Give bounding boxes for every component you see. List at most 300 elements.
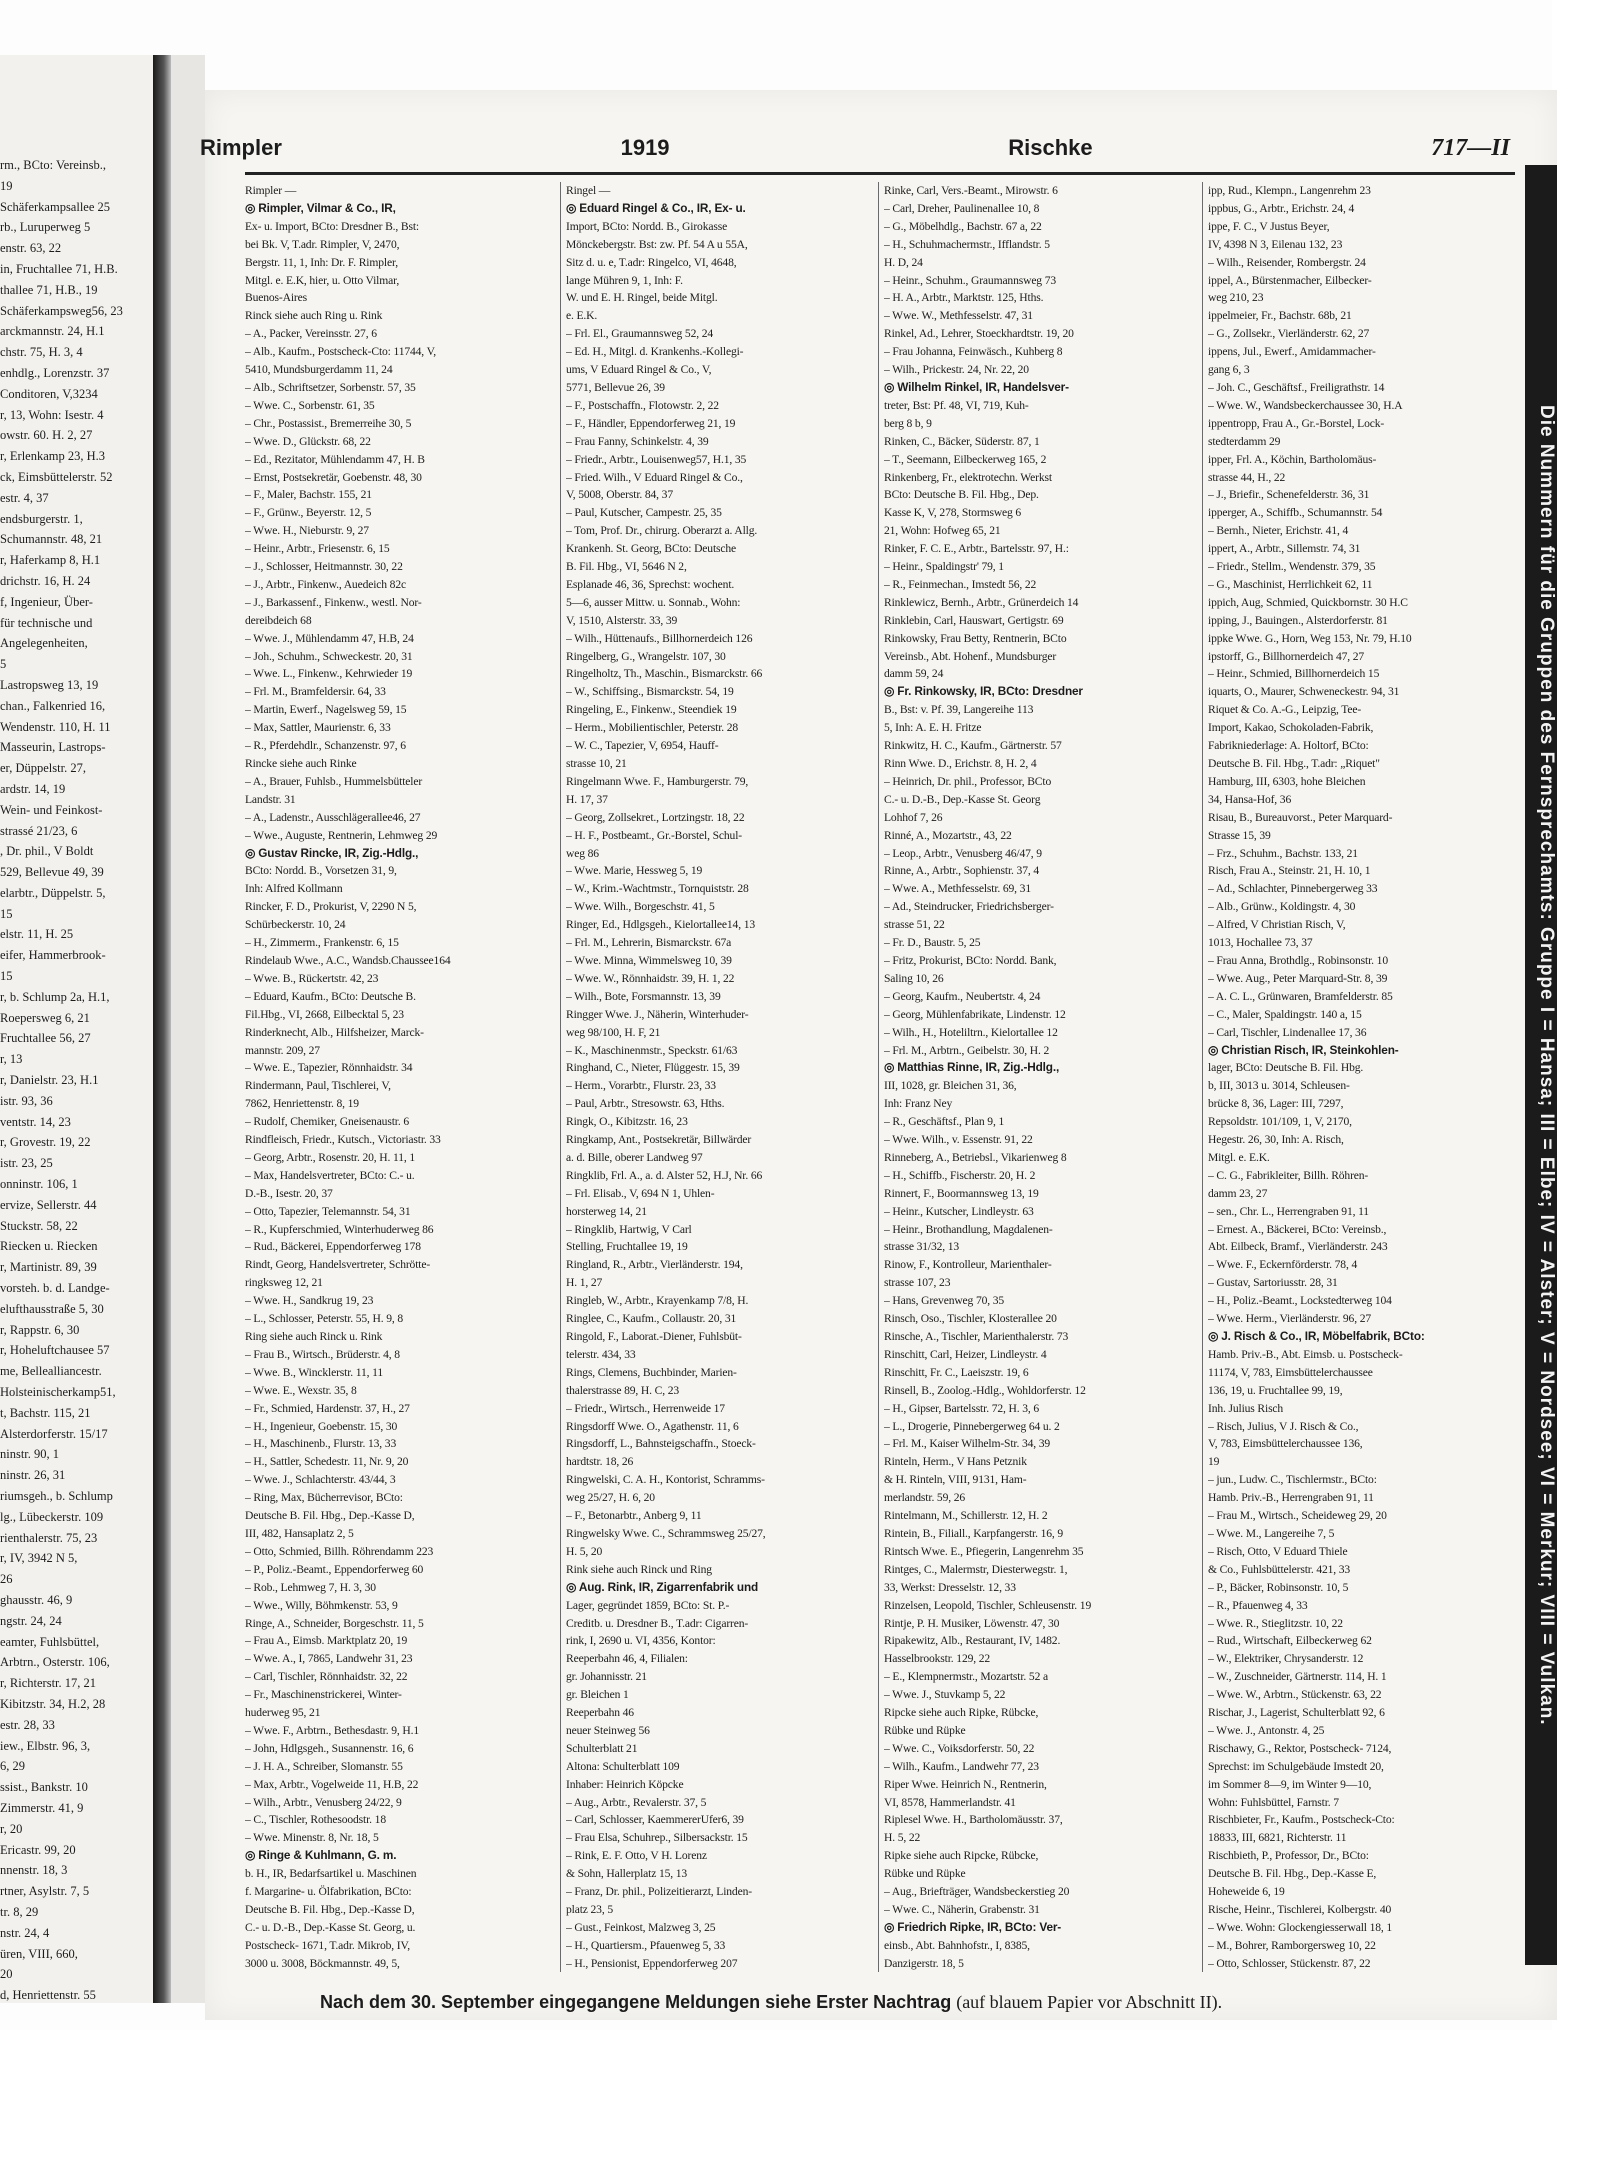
directory-entry: V, 5008, Oberstr. 84, 37 <box>566 488 673 502</box>
previous-page-line: Fruchtallee 56, 27 <box>0 1031 91 1046</box>
previous-page-line: istr. 93, 36 <box>0 1093 53 1108</box>
previous-page-line: 529, Bellevue 49, 39 <box>0 865 104 880</box>
directory-entry: III, 482, Hansaplatz 2, 5 <box>245 1526 354 1540</box>
previous-page-line: Ericastr. 99, 20 <box>0 1842 76 1857</box>
directory-entry: – Fried. Wilh., V Eduard Ringel & Co., <box>566 470 743 484</box>
directory-entry: ipping, J., Bauingen., Alsterdorferstr. 81 <box>1208 613 1388 627</box>
directory-entry: gr. Johannisstr. 21 <box>566 1670 647 1684</box>
previous-page-line: er, Düppelstr. 27, <box>0 761 86 776</box>
previous-page-line: d, Henriettenstr. 55 <box>0 1988 96 2003</box>
directory-entry: Reeperbahn 46, 4, Filialen: <box>566 1652 688 1666</box>
directory-entry: – Heinr., Schmied, Billhornerdeich 15 <box>1208 667 1380 681</box>
previous-page-line: ninstr. 90, 1 <box>0 1447 60 1462</box>
previous-page-line: enstr. 63, 22 <box>0 241 62 256</box>
directory-entry: Mitgl. e. E.K. <box>1208 1150 1270 1164</box>
directory-entry: – Eduard, Kaufm., BCto: Deutsche B. <box>245 989 416 1003</box>
directory-entry: – Heinr., Brothandlung, Magdalenen- <box>884 1222 1053 1236</box>
directory-entry: 5410, Mundsburgerdamm 11, 24 <box>245 363 393 377</box>
directory-entry: b, III, 3013 u. 3014, Schleusen- <box>1208 1079 1350 1093</box>
directory-entry: Kasse K, V, 278, Stormsweg 6 <box>884 506 1022 520</box>
directory-entry: – F., Betonarbtr., Anberg 9, 11 <box>566 1509 702 1523</box>
directory-entry: – Risch, Julius, V J. Risch & Co., <box>1208 1419 1359 1433</box>
directory-entry: Krankenh. St. Georg, BCto: Deutsche <box>566 542 737 556</box>
previous-page-line: strassé 21/23, 6 <box>0 823 78 838</box>
directory-entry: – Frz., Schuhm., Bachstr. 133, 21 <box>1208 846 1358 860</box>
previous-page-line: 19 <box>0 178 13 193</box>
directory-entry: – J., Arbtr., Finkenw., Auedeich 82c <box>245 577 406 591</box>
directory-entry: & H. Rinteln, VIII, 9131, Ham- <box>884 1473 1027 1487</box>
directory-entry: a. d. Bille, oberer Landweg 97 <box>566 1150 703 1164</box>
directory-entry: – Aug., Briefträger, Wandsbeckerstieg 20 <box>884 1885 1070 1899</box>
directory-entry: rink, I, 2690 u. VI, 4356, Kontor: <box>566 1634 716 1648</box>
directory-entry: Lager, gegründet 1859, BCto: St. P.- <box>566 1598 730 1612</box>
directory-entry: Risau, B., Bureauvorst., Peter Marquard- <box>1208 810 1393 824</box>
directory-entry: platz 23, 5 <box>566 1903 613 1916</box>
directory-entry: – H., Schiffb., Fischerstr. 20, H. 2 <box>884 1168 1036 1182</box>
directory-entry: – Wwe. H., Sandkrug 19, 23 <box>245 1294 374 1308</box>
directory-entry: Ringe, A., Schneider, Borgeschstr. 11, 5 <box>245 1616 424 1630</box>
directory-entry: – Bernh., Nieter, Erichstr. 41, 4 <box>1208 524 1349 538</box>
directory-entry: im Sommer 8—9, im Winter 9—10, <box>1208 1777 1372 1791</box>
previous-page-line: Schäferkampsallee 25 <box>0 199 111 214</box>
directory-entry: einsb., Abt. Bahnhofstr., I, 8385, <box>884 1938 1030 1952</box>
directory-entry: – Paul, Arbtr., Stresowstr. 63, Hths. <box>566 1097 725 1111</box>
previous-page-line: üren, VIII, 660, <box>0 1946 78 1961</box>
directory-entry: Rinderknecht, Alb., Hilfsheizer, Marck- <box>245 1025 424 1039</box>
directory-entry: Riquet & Co. A.-G., Leipzig, Tee- <box>1208 703 1362 717</box>
header-rule <box>245 172 1515 175</box>
directory-entry: e. E.K. <box>566 309 598 323</box>
directory-entry: – Wwe. R., Stieglitzstr. 10, 22 <box>1208 1616 1343 1630</box>
directory-entry: – H., Quartiersm., Pfauenweg 5, 33 <box>566 1938 726 1952</box>
directory-entry: – Carl, Tischler, Rönnhaidstr. 32, 22 <box>245 1670 408 1684</box>
directory-entry: – H., Poliz.-Beamt., Lockstedterweg 104 <box>1208 1294 1392 1308</box>
directory-entry: Inh: Alfred Kollmann <box>245 882 343 896</box>
directory-entry: – Wwe. Marie, Hessweg 5, 19 <box>566 864 703 878</box>
directory-entry: Mönckebergstr. Bst: zw. Pf. 54 A u 55A, <box>566 237 748 251</box>
directory-entry: Ringkamp, Ant., Postsekretär, Billwärder <box>566 1133 752 1147</box>
directory-entry: – Wwe. J., Stuvkamp 5, 22 <box>884 1688 1006 1702</box>
directory-entry: Lohhof 7, 26 <box>884 810 943 824</box>
directory-entry: – Wwe. W., Wandsbeckerchaussee 30, H.A <box>1208 398 1403 412</box>
directory-entry: Vereinsb., Abt. Hohenf., Mundsburger <box>884 649 1057 663</box>
directory-entry: weg 25/27, H. 6, 20 <box>566 1491 655 1505</box>
directory-entry: – A. C. L., Grünwaren, Bramfelderstr. 85 <box>1208 989 1393 1003</box>
directory-entry: – Georg, Mühlenfabrikate, Lindenstr. 12 <box>884 1007 1066 1021</box>
directory-entry: thalerstrasse 89, H. C, 23 <box>566 1383 679 1397</box>
directory-entry: – A., Packer, Vereinsstr. 27, 6 <box>245 327 377 341</box>
previous-page-line: r, Danielstr. 23, H.1 <box>0 1073 99 1088</box>
directory-entry: – Frl. M., Bramfeldersir. 64, 33 <box>245 685 386 699</box>
directory-entry: huderweg 95, 21 <box>245 1706 321 1720</box>
directory-entry: ippe, F. C., V Justus Beyer, <box>1208 219 1330 233</box>
directory-entry: – Ad., Steindrucker, Friedrichsberger- <box>884 900 1054 914</box>
directory-entry: Rink siehe auch Rinck und Ring <box>566 1562 712 1576</box>
directory-entry: – R., Feinmechan., Imstedt 56, 22 <box>884 577 1037 591</box>
directory-entry: – Alb., Grünw., Koldingstr. 4, 30 <box>1208 900 1356 914</box>
directory-entry: Deutsche B. Fil. Hbg., Dep.-Kasse D, <box>245 1509 415 1523</box>
directory-entry: Rischbieter, Fr., Kaufm., Postscheck-Cto: <box>1208 1813 1395 1827</box>
directory-entry: Ripcke siehe auch Ripke, Rübcke, <box>884 1706 1039 1720</box>
directory-entry: – H., Maschinenb., Flurstr. 13, 33 <box>245 1437 397 1451</box>
directory-entry: ums, V Eduard Ringel & Co., V, <box>566 363 712 377</box>
directory-entry: Rinsche, A., Tischler, Marienthalerstr. 73 <box>884 1330 1069 1343</box>
directory-entry: ippke Wwe. G., Horn, Weg 153, Nr. 79, H.10 <box>1208 631 1412 645</box>
directory-entry: Rinn Wwe. D., Erichstr. 8, H. 2, 4 <box>884 757 1037 770</box>
directory-entry: – Max, Handelsvertreter, BCto: C.- u. <box>245 1168 415 1182</box>
directory-entry: – W., Schiffsing., Bismarckstr. 54, 19 <box>566 685 734 699</box>
previous-page-strip <box>0 55 168 2003</box>
directory-entry: – Wwe. L., Finkenw., Kehrwieder 19 <box>245 667 413 681</box>
previous-page-line: Kibitzstr. 34, H.2, 28 <box>0 1696 106 1711</box>
directory-entry: – Wilh., Reisender, Rombergstr. 24 <box>1208 255 1366 269</box>
directory-entry: Rinker, F. C. E., Arbtr., Bartelsstr. 97, H.: <box>884 542 1069 556</box>
directory-entry: – Paul, Kutscher, Campestr. 25, 35 <box>566 506 722 520</box>
directory-entry: Deutsche B. Fil. Hbg., Dep.-Kasse E, <box>1208 1867 1377 1881</box>
directory-entry: strasse 107, 23 <box>884 1276 951 1290</box>
directory-entry: lange Mühren 9, 1, Inh: F. <box>566 273 683 287</box>
directory-entry: Creditb. u. Dresdner B., T.adr: Cigarren- <box>566 1616 749 1630</box>
right-margin <box>1552 0 1600 2177</box>
directory-entry: – Gust., Feinkost, Malzweg 3, 25 <box>566 1920 716 1934</box>
directory-entry: – Wwe. A., Methfesselstr. 69, 31 <box>884 882 1031 896</box>
directory-entry: – Carl, Tischler, Lindenallee 17, 36 <box>1208 1025 1367 1039</box>
previous-page-line: me, Bellealliancestr. <box>0 1364 102 1379</box>
directory-entry: Ring siehe auch Rinck u. Rink <box>245 1330 383 1343</box>
thumb-index-text: Die Nummern für die Gruppen des Fernsprechamts: Gruppe I = Hansa; III = Elbe; IV = Alster; V = Nordsee; VI = Merkur; VIII = Vulkan. <box>1536 404 1557 1726</box>
directory-entry: Rinsch, Oso., Tischler, Klosterallee 20 <box>884 1312 1057 1326</box>
column-divider <box>1202 182 1203 1972</box>
directory-entry: – Georg, Kaufm., Neubertstr. 4, 24 <box>884 989 1041 1003</box>
directory-entry: Buenos-Aires <box>245 291 307 305</box>
directory-entry: – W., Krim.-Wachtmstr., Tornquiststr. 28 <box>566 882 749 896</box>
directory-entry: strasse 31/32, 13 <box>884 1240 960 1254</box>
previous-page-line: nstr. 24, 4 <box>0 1925 50 1940</box>
previous-page-line: r, Rappstr. 6, 30 <box>0 1322 80 1337</box>
directory-entry: ◎ Ringe & Kuhlmann, G. m. <box>245 1848 397 1863</box>
directory-entry: ippich, Aug, Schmied, Quickbornstr. 30 H.C <box>1208 595 1408 609</box>
directory-entry: V, 783, Eimsbüttelerchaussee 136, <box>1208 1437 1363 1451</box>
column-3 <box>884 182 1131 1972</box>
previous-page-line: ssist., Bankstr. 10 <box>0 1780 88 1795</box>
directory-entry: – H., Zimmerm., Frankenstr. 6, 15 <box>245 936 399 950</box>
directory-entry: B., Bst: v. Pf. 39, Langereihe 113 <box>884 703 1034 717</box>
directory-entry: – Rink, E. F. Otto, V H. Lorenz <box>566 1849 707 1863</box>
directory-entry: Ringelholtz, Th., Maschin., Bismarckstr. 66 <box>566 667 763 681</box>
directory-entry: – F., Postschaffn., Flotowstr. 2, 22 <box>566 398 719 412</box>
directory-entry: – Wwe. C., Näherin, Grabenstr. 31 <box>884 1903 1040 1916</box>
page-footer <box>320 1992 1520 2022</box>
directory-entry: – Otto, Tapezier, Telemannstr. 54, 31 <box>245 1204 411 1218</box>
directory-entry: – Ed., Rezitator, Mühlendamm 47, H. B <box>245 452 425 466</box>
directory-entry: Reeperbahn 46 <box>566 1706 634 1720</box>
previous-page-line: für technische und <box>0 615 93 630</box>
directory-entry: Ringelberg, G., Wrangelstr. 107, 30 <box>566 649 726 663</box>
directory-entry: – T., Seemann, Eilbeckerweg 165, 2 <box>884 452 1047 466</box>
previous-page-line: onninstr. 106, 1 <box>0 1177 78 1192</box>
directory-entry: damm 23, 27 <box>1208 1186 1268 1200</box>
directory-entry: – Georg, Arbtr., Rosenstr. 20, H. 11, 1 <box>245 1150 415 1164</box>
directory-entry: Ringel — <box>566 184 611 197</box>
directory-entry: – Georg, Zollsekret., Lortzingstr. 18, 22 <box>566 810 745 824</box>
directory-entry: D.-B., Isestr. 20, 37 <box>245 1186 333 1200</box>
previous-page-line: rm., BCto: Vereinsb., <box>0 158 107 172</box>
previous-page-line: arckmannstr. 24, H.1 <box>0 324 105 339</box>
directory-entry: – W., Zuschneider, Gärtnerstr. 114, H. 1 <box>1208 1670 1387 1684</box>
previous-page-line: Wein- und Feinkost- <box>0 802 103 817</box>
directory-entry: 5—6, ausser Mittw. u. Sonnab., Wohn: <box>566 595 741 609</box>
directory-entry: damm 59, 24 <box>884 667 944 681</box>
directory-entry: Landstr. 31 <box>245 792 296 806</box>
previous-page-line: 6, 29 <box>0 1759 25 1774</box>
directory-entry: 19 <box>1208 1455 1220 1469</box>
directory-entry: Ringklib, Frl. A., a. d. Alster 52, H.J, Nr. 66 <box>566 1168 763 1182</box>
previous-page-lines <box>0 155 160 2003</box>
directory-entry: Rinné, A., Mozartstr., 43, 22 <box>884 828 1012 842</box>
directory-entry: – Fr. D., Baustr. 5, 25 <box>884 936 981 950</box>
previous-page-line: ervize, Sellerstr. 44 <box>0 1197 97 1212</box>
previous-page-line: elarbtr., Düppelstr. 5, <box>0 885 106 900</box>
directory-entry: – Frl. M., Lehrerin, Bismarckstr. 67a <box>566 936 732 950</box>
directory-entry: – P., Bäcker, Robinsonstr. 10, 5 <box>1208 1580 1349 1594</box>
directory-entry: Strasse 15, 39 <box>1208 828 1271 842</box>
directory-entry: – Friedr., Arbtr., Louisenweg57, H.1, 35 <box>566 452 747 466</box>
previous-page-line: Zimmerstr. 41, 9 <box>0 1800 84 1815</box>
directory-entry: – jun., Ludw. C., Tischlermstr., BCto: <box>1208 1473 1377 1487</box>
directory-entry: Ringger Wwe. J., Näherin, Winterhuder- <box>566 1007 749 1021</box>
directory-entry: – Wwe. W., Methfesselstr. 47, 31 <box>884 309 1033 323</box>
directory-entry: Rintje, P. H. Musiker, Löwenstr. 47, 30 <box>884 1616 1060 1630</box>
previous-page-line: riumsgeh., b. Schlump <box>0 1489 113 1503</box>
directory-entry: Hamburg, III, 6303, hohe Bleichen <box>1208 774 1366 788</box>
directory-entry: Ringold, F., Laborat.-Diener, Fuhlsbüt- <box>566 1330 742 1343</box>
directory-entry: – Alb., Kaufm., Postscheck-Cto: 11744, V, <box>245 345 437 359</box>
previous-page-line: Masseurin, Lastrops- <box>0 740 106 755</box>
directory-entry: & Co., Fuhlsbüttelerstr. 421, 33 <box>1208 1562 1351 1576</box>
directory-entry: – Max, Sattler, Maurienstr. 6, 33 <box>245 721 391 735</box>
directory-entry: Deutsche B. Fil. Hbg., T.adr: „Riquet" <box>1208 757 1380 770</box>
directory-entry: Rischawy, G., Rektor, Postscheck- 7124, <box>1208 1741 1392 1755</box>
directory-entry: – Wilh., Bote, Forsmannstr. 13, 39 <box>566 989 721 1003</box>
directory-entry: gr. Bleichen 1 <box>566 1688 629 1702</box>
directory-entry: Ringleb, W., Arbtr., Krayenkamp 7/8, H. <box>566 1294 749 1308</box>
previous-page-line: ck, Eimsbüttelerstr. 52 <box>0 469 113 484</box>
directory-entry: – J., Schlosser, Heitmannstr. 30, 22 <box>245 560 403 574</box>
book-spine <box>153 55 171 2003</box>
directory-entry: III, 1028, gr. Bleichen 31, 36, <box>884 1079 1017 1093</box>
bottom-margin <box>0 2030 1600 2177</box>
directory-entry: – Wwe. H., Nieburstr. 9, 27 <box>245 524 369 538</box>
directory-entry: – Martin, Ewerf., Nagelsweg 59, 15 <box>245 703 407 717</box>
directory-entry: Rinkowsky, Frau Betty, Rentnerin, BCto <box>884 631 1067 645</box>
directory-entry: – Wwe. C., Sorbenstr. 61, 35 <box>245 398 375 412</box>
directory-entry: horsterweg 14, 21 <box>566 1204 647 1218</box>
previous-page-line: Conditoren, V,3234 <box>0 386 98 401</box>
directory-entry: ◎ Rimpler, Vilmar & Co., IR, <box>245 200 396 215</box>
directory-entry: – Wwe., Willy, Böhmkenstr. 53, 9 <box>245 1598 398 1612</box>
directory-entry: H. 5, 22 <box>884 1831 921 1845</box>
directory-entry: Risch, Frau A., Steinstr. 21, H. 10, 1 <box>1208 864 1371 878</box>
directory-entry: Ringelmann Wwe. F., Hamburgerstr. 79, <box>566 774 749 788</box>
directory-entry: treter, Bst: Pf. 48, VI, 719, Kuh- <box>884 398 1029 412</box>
directory-entry: – Wwe. E., Tapezier, Rönnhaidstr. 34 <box>245 1061 413 1075</box>
directory-entry: Rinklebin, Carl, Hauswart, Gertigstr. 69 <box>884 613 1064 627</box>
previous-page-line: r, Haferkamp 8, H.1 <box>0 553 101 568</box>
previous-page-line: 20 <box>0 1967 13 1982</box>
previous-page-line: 26 <box>0 1572 13 1587</box>
directory-entry: Sprechst: im Schulgebäude Imstedt 20, <box>1208 1759 1384 1773</box>
directory-entry: – Joh., Schuhm., Schweckestr. 20, 31 <box>245 649 413 663</box>
directory-entry: – Wwe., Auguste, Rentnerin, Lehmweg 29 <box>245 828 438 842</box>
directory-entry: Rintein, B., Filiall., Karpfangerstr. 16, 9 <box>884 1526 1064 1540</box>
directory-entry: Schürbeckerstr. 10, 24 <box>245 918 346 932</box>
directory-entry: Rinteln, Herm., V Hans Petznik <box>884 1455 1027 1469</box>
directory-entry: V, 1510, Alsterstr. 33, 39 <box>566 613 678 627</box>
directory-entry: – Wwe. Wohn: Glockengiesserwall 18, 1 <box>1208 1920 1393 1934</box>
directory-entry: – R., Kupferschmied, Winterhuderweg 86 <box>245 1222 434 1236</box>
directory-entry: – Ed. H., Mitgl. d. Krankenhs.-Kollegi- <box>566 345 744 359</box>
directory-entry: H. D, 24 <box>884 255 923 269</box>
directory-entry: – H., Gipser, Bartelsstr. 72, H. 3, 6 <box>884 1401 1039 1415</box>
directory-entry: Rinck siehe auch Ring u. Rink <box>245 309 383 323</box>
header-year: 1919 <box>620 135 670 160</box>
directory-entry: ◎ Matthias Rinne, IR, Zig.-Hdlg., <box>884 1060 1060 1075</box>
directory-entry: – Herm., Mobilientischler, Peterstr. 28 <box>566 721 739 735</box>
previous-page-line: r, 20 <box>0 1821 23 1836</box>
directory-entry: Ringwelski, C. A. H., Kontorist, Schramms- <box>566 1473 765 1487</box>
directory-entry: – Heinr., Spaldingstr' 79, 1 <box>884 560 1004 574</box>
directory-entry: VI, 8578, Hammerlandstr. 41 <box>884 1795 1016 1809</box>
directory-entry: – Frau Johanna, Feinwäsch., Kuhberg 8 <box>884 345 1063 359</box>
directory-entry: ◎ Gustav Rincke, IR, Zig.-Hdlg., <box>245 845 419 860</box>
directory-entry: ippentropp, Frau A., Gr.-Borstel, Lock- <box>1208 416 1385 430</box>
directory-entry: Rischbieth, P., Professor, Dr., BCto: <box>1208 1849 1369 1863</box>
previous-page-line: r, IV, 3942 N 5, <box>0 1551 78 1566</box>
column-divider <box>878 182 879 1972</box>
previous-page-line: estr. 28, 33 <box>0 1717 55 1732</box>
directory-entry: 21, Wohn: Hofweg 65, 21 <box>884 524 1001 538</box>
directory-entry: Riper Wwe. Heinrich N., Rentnerin, <box>884 1777 1047 1791</box>
directory-entry: Rintelmann, M., Schillerstr. 12, H. 2 <box>884 1509 1048 1523</box>
directory-entry: – Aug., Arbtr., Revalerstr. 37, 5 <box>566 1795 707 1809</box>
directory-entry: strasse 10, 21 <box>566 757 627 770</box>
previous-page-line: elstr. 11, H. 25 <box>0 927 74 942</box>
directory-entry: Wohn: Fuhlsbüttel, Farnstr. 7 <box>1208 1795 1339 1809</box>
directory-entry: ringksweg 12, 21 <box>245 1276 323 1290</box>
directory-entry: brücke 8, 36, Lager: III, 7297, <box>1208 1097 1344 1111</box>
directory-entry: hardtstr. 18, 26 <box>566 1455 634 1469</box>
directory-entry: – Chr., Postassist., Bremerreihe 30, 5 <box>245 416 412 430</box>
directory-entry: – Tom, Prof. Dr., chirurg. Oberarzt a. Allg. <box>566 524 758 538</box>
previous-page-line: Riecken u. Riecken <box>0 1239 98 1254</box>
directory-entry: – J., Barkassenf., Finkenw., westl. Nor- <box>245 595 422 609</box>
previous-page-line: t, Bachstr. 115, 21 <box>0 1405 91 1420</box>
directory-entry: – Ernest. A., Bäckerei, BCto: Vereinsb., <box>1208 1222 1387 1236</box>
directory-entry: Rinnert, F., Boormannsweg 13, 19 <box>884 1186 1039 1200</box>
directory-entry: Rinkenberg, Fr., elektrotechn. Werkst <box>884 470 1052 484</box>
previous-page-line: Alsterdorferstr. 15/17 <box>0 1426 108 1441</box>
directory-entry: – L., Schlosser, Peterstr. 55, H. 9, 8 <box>245 1312 404 1326</box>
previous-page-line: Roepersweg 6, 21 <box>0 1010 90 1025</box>
directory-entry: – Otto, Schmied, Billh. Röhrendamm 223 <box>245 1544 434 1558</box>
directory-entry: Rinschitt, Carl, Heizer, Lindleystr. 4 <box>884 1347 1047 1361</box>
directory-entry: – H., Sattler, Schedestr. 11, Nr. 9, 20 <box>245 1455 409 1469</box>
directory-entry: – Rob., Lehmweg 7, H. 3, 30 <box>245 1580 376 1594</box>
directory-entry: – W., Elektriker, Chrysanderstr. 12 <box>1208 1652 1364 1666</box>
directory-entry: – Frau Fanny, Schinkelstr. 4, 39 <box>566 434 709 448</box>
directory-entry: – Frau A., Eimsb. Marktplatz 20, 19 <box>245 1634 408 1648</box>
directory-entry: – Heinrich, Dr. phil., Professor, BCto <box>884 774 1052 788</box>
previous-page-line: Holsteinischerkamp51, <box>0 1385 116 1400</box>
directory-entry: Stelling, Fruchtallee 19, 19 <box>566 1240 688 1254</box>
directory-entry: & Sohn, Hallerplatz 15, 13 <box>566 1867 688 1881</box>
directory-entry: ◎ Christian Risch, IR, Steinkohlen- <box>1208 1042 1399 1057</box>
directory-entry: – Frau M., Wirtsch., Scheideweg 29, 20 <box>1208 1509 1387 1523</box>
directory-entry: – H. A., Arbtr., Marktstr. 125, Hths. <box>884 291 1044 305</box>
previous-page-line: Arbtrn., Osterstr. 106, <box>0 1655 110 1670</box>
directory-entry: – Wwe. A., I, 7865, Landwehr 31, 23 <box>245 1652 413 1666</box>
directory-entry: – Heinr., Schuhm., Graumannsweg 73 <box>884 273 1056 287</box>
directory-entry: telerstr. 434, 33 <box>566 1347 636 1361</box>
directory-entry: – Frl. Elisab., V, 694 N 1, Uhlen- <box>566 1186 715 1200</box>
previous-page-line: Wendenstr. 110, H. 11 <box>0 719 111 734</box>
directory-entry: – Wwe. Minna, Wimmelsweg 10, 39 <box>566 953 732 967</box>
directory-entry: 5, Inh: A. E. H. Fritze <box>884 721 982 735</box>
previous-page-line: 15 <box>0 906 13 921</box>
directory-entry: Abt. Eilbeck, Bramf., Vierländerstr. 243 <box>1208 1240 1388 1254</box>
directory-entry: – A., Ladenstr., Ausschlägerallee46, 27 <box>245 810 421 824</box>
directory-entry: Rische, Heinr., Tischlerei, Kolbergstr. 40 <box>1208 1903 1392 1916</box>
directory-entry: – R., Geschäftsf., Plan 9, 1 <box>884 1115 1005 1129</box>
directory-entry: Sitz d. u. e, T.adr: Ringelco, VI, 4648, <box>566 255 737 269</box>
directory-entry: – R., Pferdehdlr., Schanzenstr. 97, 6 <box>245 739 406 753</box>
directory-entry: Altona: Schulterblatt 109 <box>566 1759 680 1773</box>
directory-entry: – Ad., Schlachter, Pinnebergerweg 33 <box>1208 882 1378 896</box>
directory-entry: – Rud., Wirtschaft, Eilbeckerweg 62 <box>1208 1634 1372 1648</box>
previous-page-line: rb., Luruperweg 5 <box>0 220 91 235</box>
previous-page-line: ardstr. 14, 19 <box>0 781 66 796</box>
previous-page-line: elufthausstraße 5, 30 <box>0 1301 104 1316</box>
directory-entry: Ringlee, C., Kaufm., Collaustr. 20, 31 <box>566 1312 737 1326</box>
previous-page-line: chan., Falkenried 16, <box>0 698 106 713</box>
directory-entry: – K., Maschinenmstr., Speckstr. 61/63 <box>566 1043 738 1057</box>
directory-entry: C.- u. D.-B., Dep.-Kasse St. Georg, u. <box>245 1920 416 1934</box>
directory-entry: – Wwe. Aug., Peter Marquard-Str. 8, 39 <box>1208 971 1388 985</box>
previous-page-line: 5 <box>0 657 7 672</box>
previous-page-line: Lastropsweg 13, 19 <box>0 677 99 692</box>
directory-entry: H. 17, 37 <box>566 792 608 806</box>
column-2 <box>566 182 813 1972</box>
directory-entry: Mitgl. e. E.K, hier, u. Otto Vilmar, <box>245 273 400 287</box>
directory-entry: Rings, Clemens, Buchbinder, Marien- <box>566 1365 737 1379</box>
previous-page-line: 15 <box>0 969 13 984</box>
directory-entry: ipper, Frl. A., Köchin, Bartholomäus- <box>1208 452 1377 466</box>
previous-page-line: estr. 4, 37 <box>0 490 49 505</box>
directory-entry: – John, Hdlgsgeh., Susannenstr. 16, 6 <box>245 1741 414 1755</box>
directory-entry: – E., Klempnermstr., Mozartstr. 52 a <box>884 1670 1048 1684</box>
previous-page-line: , Dr. phil., V Boldt <box>0 844 94 859</box>
directory-entry: dereibdeich 68 <box>245 613 312 627</box>
directory-entry: – Wwe. Wilh., v. Essenstr. 91, 22 <box>884 1133 1033 1147</box>
previous-page-line: Angelegenheiten, <box>0 636 88 651</box>
page-header <box>200 128 1510 168</box>
previous-page-line: f, Ingenieur, Über- <box>0 594 93 609</box>
directory-entry: ◎ Aug. Rink, IR, Zigarrenfabrik und <box>566 1579 759 1594</box>
directory-entry: Rindelaub Wwe., A.C., Wandsb.Chaussee164 <box>245 953 451 967</box>
directory-entry: – F., Maler, Bachstr. 155, 21 <box>245 488 372 502</box>
directory-entry: IV, 4398 N 3, Eilenau 132, 23 <box>1208 237 1343 251</box>
directory-entry: Fabrikniederlage: A. Holtorf, BCto: <box>1208 739 1369 753</box>
